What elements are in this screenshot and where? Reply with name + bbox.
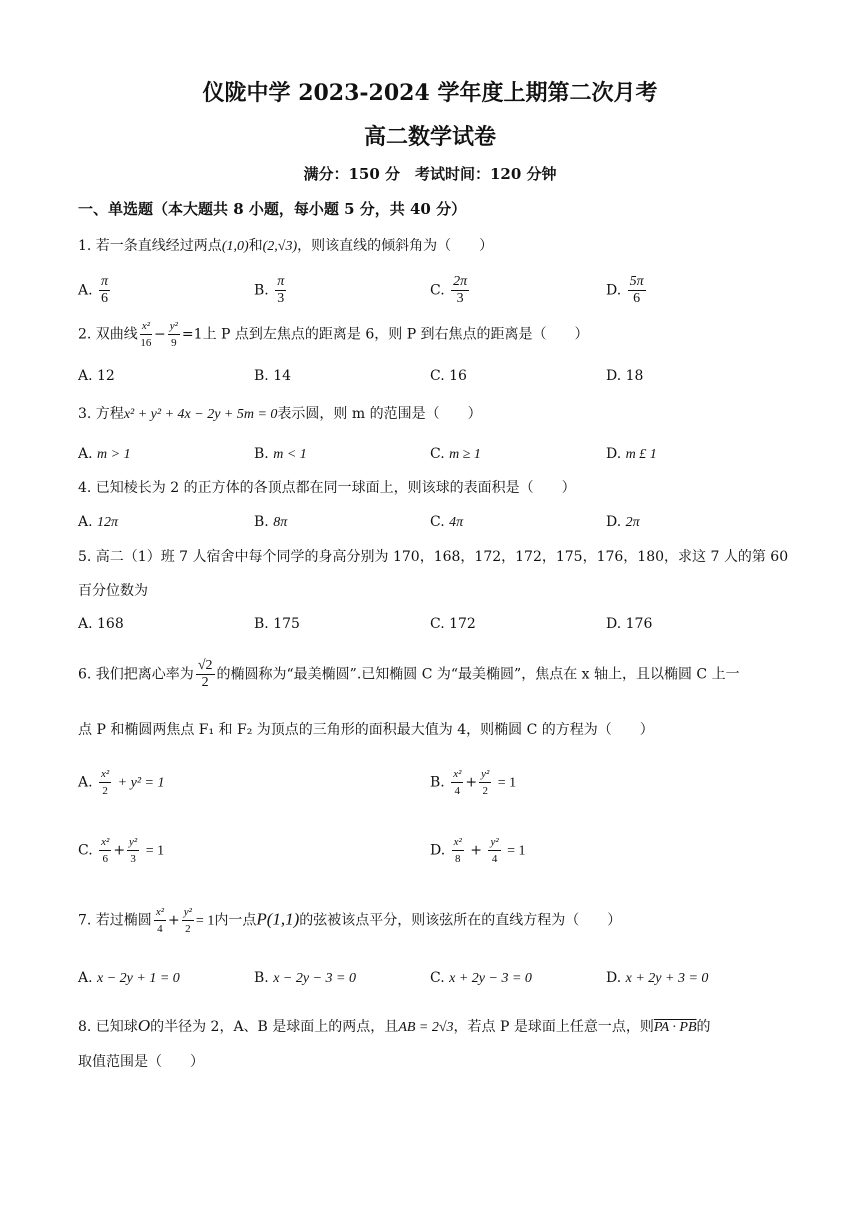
q5-option-b[interactable]: B. 175 — [254, 616, 300, 632]
q5-option-a[interactable]: A. 168 — [78, 616, 124, 632]
question-3: 3. 方程x² + y² + 4x − 2y + 5m = 0表示圆，则 m 的范围是（ ） — [78, 406, 482, 422]
q1-option-a[interactable]: A. $\frac{\pi}{6}$ — [78, 274, 109, 306]
q4-option-a[interactable]: A. 12π — [78, 514, 119, 530]
question-2: 2. 双曲线 $\frac{\text{x²}}{16}$ − $\frac{\text{y²}}{9}$ =1上 P 点到左焦点的距离是 6，则 P 到右焦点的距离是（ ） — [78, 320, 589, 349]
q5-option-c[interactable]: C. 172 — [430, 616, 476, 632]
question-5-line-2: 百分位数为 — [78, 583, 148, 599]
q8-ab-length: AB = 2√3 — [398, 1020, 454, 1035]
q2-fraction-x: $\frac{\text{x²}}{16}$ — [140, 320, 152, 349]
question-8-line-1: 8. 已知球O的半径为 2，A、B 是球面上的两点，且AB = 2√3，若点 P 是球面上任意一点，则PA · PB的 — [78, 1016, 711, 1035]
q1-point-2: (2,√3) — [262, 239, 298, 254]
q7-option-a[interactable]: A. x − 2y + 1 = 0 — [78, 970, 180, 986]
q7-option-c[interactable]: C. x + 2y − 3 = 0 — [430, 970, 532, 986]
q2-option-d[interactable]: D. 18 — [606, 368, 644, 384]
question-1 — [78, 236, 493, 257]
q7-option-d[interactable]: D. x + 2y + 3 = 0 — [606, 970, 709, 986]
q3-option-b[interactable]: B. m < 1 — [254, 446, 307, 462]
q8-vector-product: PA · PB — [653, 1020, 697, 1035]
q1-point-1: (1,0) — [221, 239, 249, 254]
q2-option-c[interactable]: C. 16 — [430, 368, 467, 384]
q6-option-b[interactable]: B. $\frac{\text{x²}}{4}$ + $\frac{\text{y²}}{2}$ = 1 — [430, 768, 517, 797]
q3-option-d[interactable]: D. m £ 1 — [606, 446, 657, 462]
q1-option-d[interactable]: D. $\frac{5\pi}{6}$ — [606, 274, 644, 306]
question-8-line-2: 取值范围是（ ） — [78, 1054, 204, 1070]
q1-stem-post: ，则该直线的倾斜角为（ ） — [297, 238, 494, 254]
question-6-line-2: 点 P 和椭圆两焦点 F₁ 和 F₂ 为顶点的三角形的面积最大值为 4，则椭圆 C 的方程为（ ） — [78, 722, 654, 738]
exam-subtitle: 高二数学试卷 — [363, 124, 496, 150]
question-6-line-1: 6. 我们把离心率为 $\frac{√2}{2}$ 的椭圆称为“最美椭圆”.已知椭圆 C 为“最美椭圆”，焦点在 x 轴上，且以椭圆 C 上一 — [78, 658, 740, 690]
question-5-line-1: 5. 高二（1）班 7 人宿舍中每个同学的身高分别为 170，168，172，172，175，176，180，求这 7 人的第 60 — [78, 549, 789, 565]
q1-a-fraction: $\frac{\pi}{6}$ — [101, 274, 109, 306]
q6-eccentricity-fraction: $\frac{√2}{2}$ — [197, 658, 213, 690]
q1-b-fraction: $\frac{\pi}{3}$ — [277, 274, 285, 306]
q6-option-c[interactable]: C. $\frac{\text{x²}}{6}$ + $\frac{\text{y²}}{3}$ = 1 — [78, 836, 165, 865]
exam-meta: 满分：150 分 考试时间：120 分钟 — [303, 165, 557, 183]
q1-d-fraction: $\frac{5\pi}{6}$ — [629, 274, 644, 306]
q1-option-b[interactable]: B. $\frac{\pi}{3}$ — [254, 274, 285, 306]
q1-option-c[interactable]: C. $\frac{2\pi}{3}$ — [430, 274, 468, 306]
q4-option-c[interactable]: C. 4π — [430, 514, 464, 530]
q2-option-b[interactable]: B. 14 — [254, 368, 292, 384]
exam-title: 仪陇中学 2023-2024 学年度上期第二次月考 — [202, 80, 658, 106]
q3-option-a[interactable]: A. m > 1 — [78, 446, 131, 462]
q2-option-a[interactable]: A. 12 — [78, 368, 115, 384]
q7-point: P(1,1) — [256, 909, 300, 929]
section-title: 一、单选题（本大题共 8 小题，每小题 5 分，共 40 分） — [78, 200, 467, 218]
q1-stem-pre: 1. 若一条直线经过两点 — [78, 238, 222, 254]
q3-option-c[interactable]: C. m ≥ 1 — [430, 446, 481, 462]
q3-equation: x² + y² + 4x − 2y + 5m = 0 — [123, 407, 278, 422]
q1-c-fraction: $\frac{2\pi}{3}$ — [453, 274, 468, 306]
question-7: 7. 若过椭圆 $\frac{\text{x²}}{4}$ + $\frac{\text{y²}}{2}$ = 1内一点P(1,1)的弦被该点平分，则该弦所在的直线方程为（ ） — [78, 906, 622, 935]
q4-option-b[interactable]: B. 8π — [254, 514, 288, 530]
q5-option-d[interactable]: D. 176 — [606, 616, 653, 632]
question-4: 4. 已知棱长为 2 的正方体的各顶点都在同一球面上，则该球的表面积是（ ） — [78, 480, 576, 496]
q4-option-d[interactable]: D. 2π — [606, 514, 640, 530]
q6-option-a[interactable]: A. $\frac{\text{x²}}{2}$ + y² = 1 — [78, 768, 165, 797]
q1-stem-mid: 和 — [248, 238, 263, 254]
q2-fraction-y: $\frac{\text{y²}}{9}$ — [169, 320, 178, 349]
q6-option-d[interactable]: D. $\frac{\text{x²}}{8}$ + $\frac{\text{y²}}{4}$ = 1 — [430, 836, 526, 865]
q7-option-b[interactable]: B. x − 2y − 3 = 0 — [254, 970, 356, 986]
